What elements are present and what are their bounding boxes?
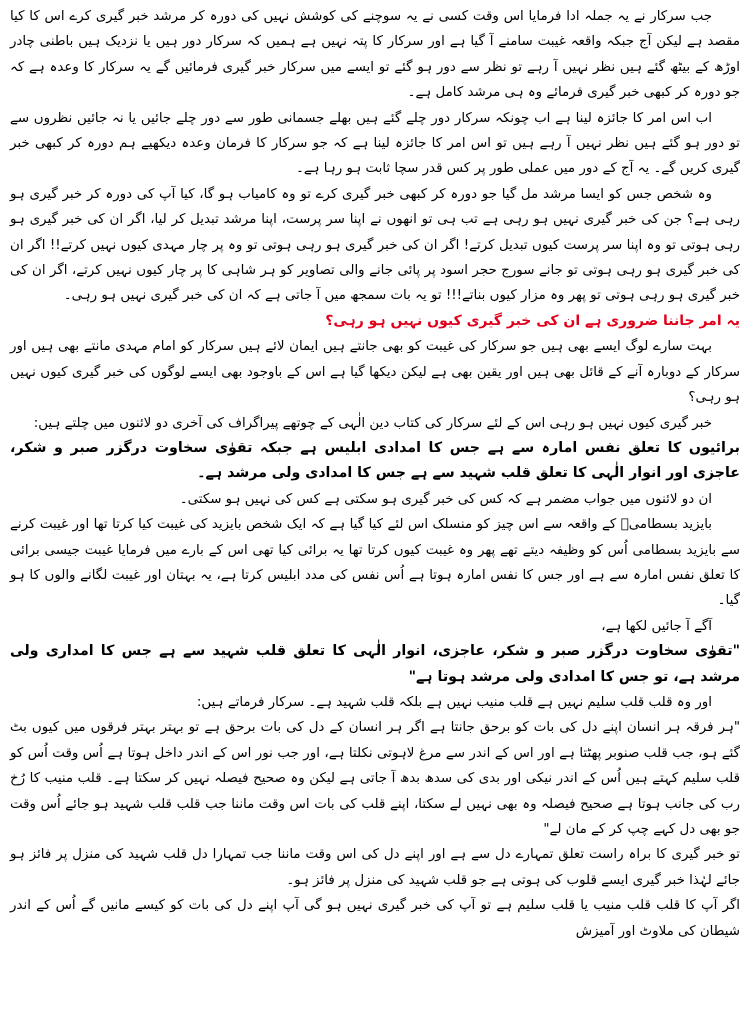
paragraph-6: ان دو لائنوں میں جواب مضمر ہے کہ کس کی خبر گیری ہو سکتی ہے کس کی نہیں ہو سکتی۔ — [179, 491, 712, 507]
quote-2: "تقوٰی سخاوت درگزر صبر و شکر، عاجزی، انوار الٰہی کا تعلق قلب شہید سے ہے جس کا امداری ولی مرشد ہے، تو جس کا امدادی ولی مرشد ہوتا ہے" — [10, 643, 740, 685]
section-heading: یہ امر جاننا ضروری ہے ان کی خبر گیری کیوں نہیں ہو رہی؟ — [325, 312, 740, 329]
paragraph-7: بایزید بسطامیؒ کے واقعہ سے اس چیز کو منسلک اس لئے کیا گیا ہے کہ ایک شخص بایزید کی غیبت کیا کرتا تھا اور غیبت کرنے سے بایزید بسطامی اُس کو وظیفہ دیتے تھے پھر وہ غیبت کیوں کرتا تھا یہ برائی کیا تھی اس کے بارے میں فرمایا غیبت جیسی برائی کا تعلق نفس امارہ سے ہے اور جس کا نفس امارہ ہوتا ہے اُس نفس کی مدد ابلیس کرتا ہے، یہ بہتان اور غیبت لگانے والوں کا ہو گیا۔ — [10, 517, 740, 609]
paragraph-2: اب اس امر کا جائزہ لینا ہے اب چونکہ سرکار دور چلے گئے ہیں بھلے جسمانی طور سے دور چلے جائیں یا نہ جائیں نظروں سے تو دور ہو گئے ہیں نظر نہیں آ رہے ہیں تو اس امر کا جائزہ لینا ہے کہ جو سرکار کا فرمان وعدہ دیکھیے ہم دورہ کر کبھی خبر گیری کریں گے۔ یہ آج کے دور میں عملی طور پر کس قدر سچا ثابت ہو رہا ہے۔ — [10, 110, 740, 177]
paragraph-12: اگر آپ کا قلب قلب منیب یا قلب سلیم ہے تو آپ کی خبر گیری نہیں ہو گی آپ اپنے دل کی بات کو کیسے مانیں گے اُس کے اندر شیطان کی ملاوٹ اور آمیزش — [10, 898, 740, 939]
paragraph-3: وہ شخص جس کو ایسا مرشد مل گیا جو دورہ کر کبھی خبر گیری کرے تو وہ کامیاب ہو گا، کیا آپ کی دورہ کر خبر گیری ہو رہی ہے؟ جن کی خبر گیری نہیں ہو رہی ہے تب ہی تو انھوں نے اپنا سر پرست، اپنا مرشد تبدیل کر لیا، اگر ان کی خبر گیری ہو رہی ہوتی تو وہ اپنا سر پرست کیوں تبدیل کرتے! اگر ان کی خبر گیری ہو رہی ہوتی تو وہ پر چار مہدی کیوں نہیں کرتے!! اگر ان کی خبر گیری ہو رہی ہوتی تو جانے سورج حجر اسود پر پائی جانے والی تصاویر کو ہر شاہی کا پر چار کیوں نہیں کرتے، اگر ان کی خبر گیری ہو رہی ہوتی تو پھر وہ مزار کیوں بناتے!!! تو یہ بات سمجھ میں آ جاتی ہے کہ ان کی خبر گیری نہیں ہو رہی۔ — [10, 186, 740, 304]
paragraph-4: بہت سارے لوگ ایسے بھی ہیں جو سرکار کی غیبت کو بھی جانتے ہیں ایمان لائے ہیں سرکار کو امام مہدی مانتے بھی ہیں اور سرکار کے دوبارہ آنے کے قائل بھی ہیں اور یقین بھی ہے لیکن دیکھا گیا ہے اس کے باوجود بھی ایسے لوگوں کی خبر گیری کیوں نہیں ہو رہی؟ — [10, 339, 740, 406]
paragraph-9: اور وہ قلب قلب سلیم نہیں ہے قلب منیب نہیں ہے بلکہ قلب شہید ہے۔ سرکار فرماتے ہیں: — [196, 694, 712, 710]
paragraph-8: آگے آ جائیں لکھا ہے، — [601, 618, 712, 634]
paragraph-10: "ہر فرقہ ہر انسان اپنے دل کی بات کو برحق جانتا ہے اگر ہر انسان کے دل کی بات برحق ہے تو بہتر بہتر فرقوں میں کیوں بٹ گئے ہو، جب قلب صنوبر پھٹتا ہے اور اس کے اندر سے مرغ لاہوتی نکلتا ہے، اور جب نور اس کے اندر داخل ہوتا ہے اُس وقت اُس کو قلب سلیم کہتے ہیں اُس کے اندر نیکی اور بدی کی سدھ بدھ آ جاتی ہے لیکن وہ صحیح فیصلہ نہیں کر سکتا ہے۔ قلب منیب کا رُخ رب کی جانب ہوتا ہے صحیح فیصلہ وہ بھی نہیں لے سکتا، اپنے قلب کی بات اس وقت ماننا جب قلب قلب شہید ہو جائے اُس وقت جو بھی دل کہے چپ کر کے مان لے" — [10, 720, 740, 837]
paragraph-5: خبر گیری کیوں نہیں ہو رہی اس کے لئے سرکار کی کتاب دین الٰہی کے چوتھے پیراگراف کی آخری دو لائنوں میں چلتے ہیں: — [33, 415, 712, 431]
paragraph-1: جب سرکار نے یہ جملہ ادا فرمایا اس وقت کسی نے یہ سوچنے کی کوشش نہیں کی دورہ کر مرشد خبر گیری کرے اس کا کیا مقصد ہے لیکن آج جبکہ واقعہ غیبت سامنے آ گیا ہے اور سرکار کا پتہ نہیں ہے ہمیں کہ سرکار دور ہیں یا نزدیک ہیں باطنی چادر اوڑھ کے بیٹھ گئے ہیں نظر نہیں آ رہے تو نظر سے دور ہو گئے تو ایسے میں سرکار خبر گیری فرمائیں گے یہ سرکار کا وعدہ ہے کہ جو دورہ کر کبھی خبر گیری فرمائے وہ ہی مرشد کامل ہے۔ — [10, 9, 740, 101]
paragraph-11: تو خبر گیری کا براہ راست تعلق تمہارے دل سے ہے اور اپنے دل کی اس وقت ماننا جب تمہارا دل قلب شہید کی منزل پر فائز ہو جائے لہٰذا خبر گیری ایسے قلوب کی ہوتی ہے جو قلب شہید کی منزل پر فائز ہو۔ — [10, 847, 740, 888]
bold-quote: برائیوں کا تعلق نفس امارہ سے ہے جس کا امدادی ابلیس ہے جبکہ تقوٰی سخاوت درگزر صبر و شکر، عاجزی اور انوار الٰہی کا تعلق قلب شہید سے ہے جس کا امدادی ولی مرشد ہے۔ — [10, 439, 740, 482]
